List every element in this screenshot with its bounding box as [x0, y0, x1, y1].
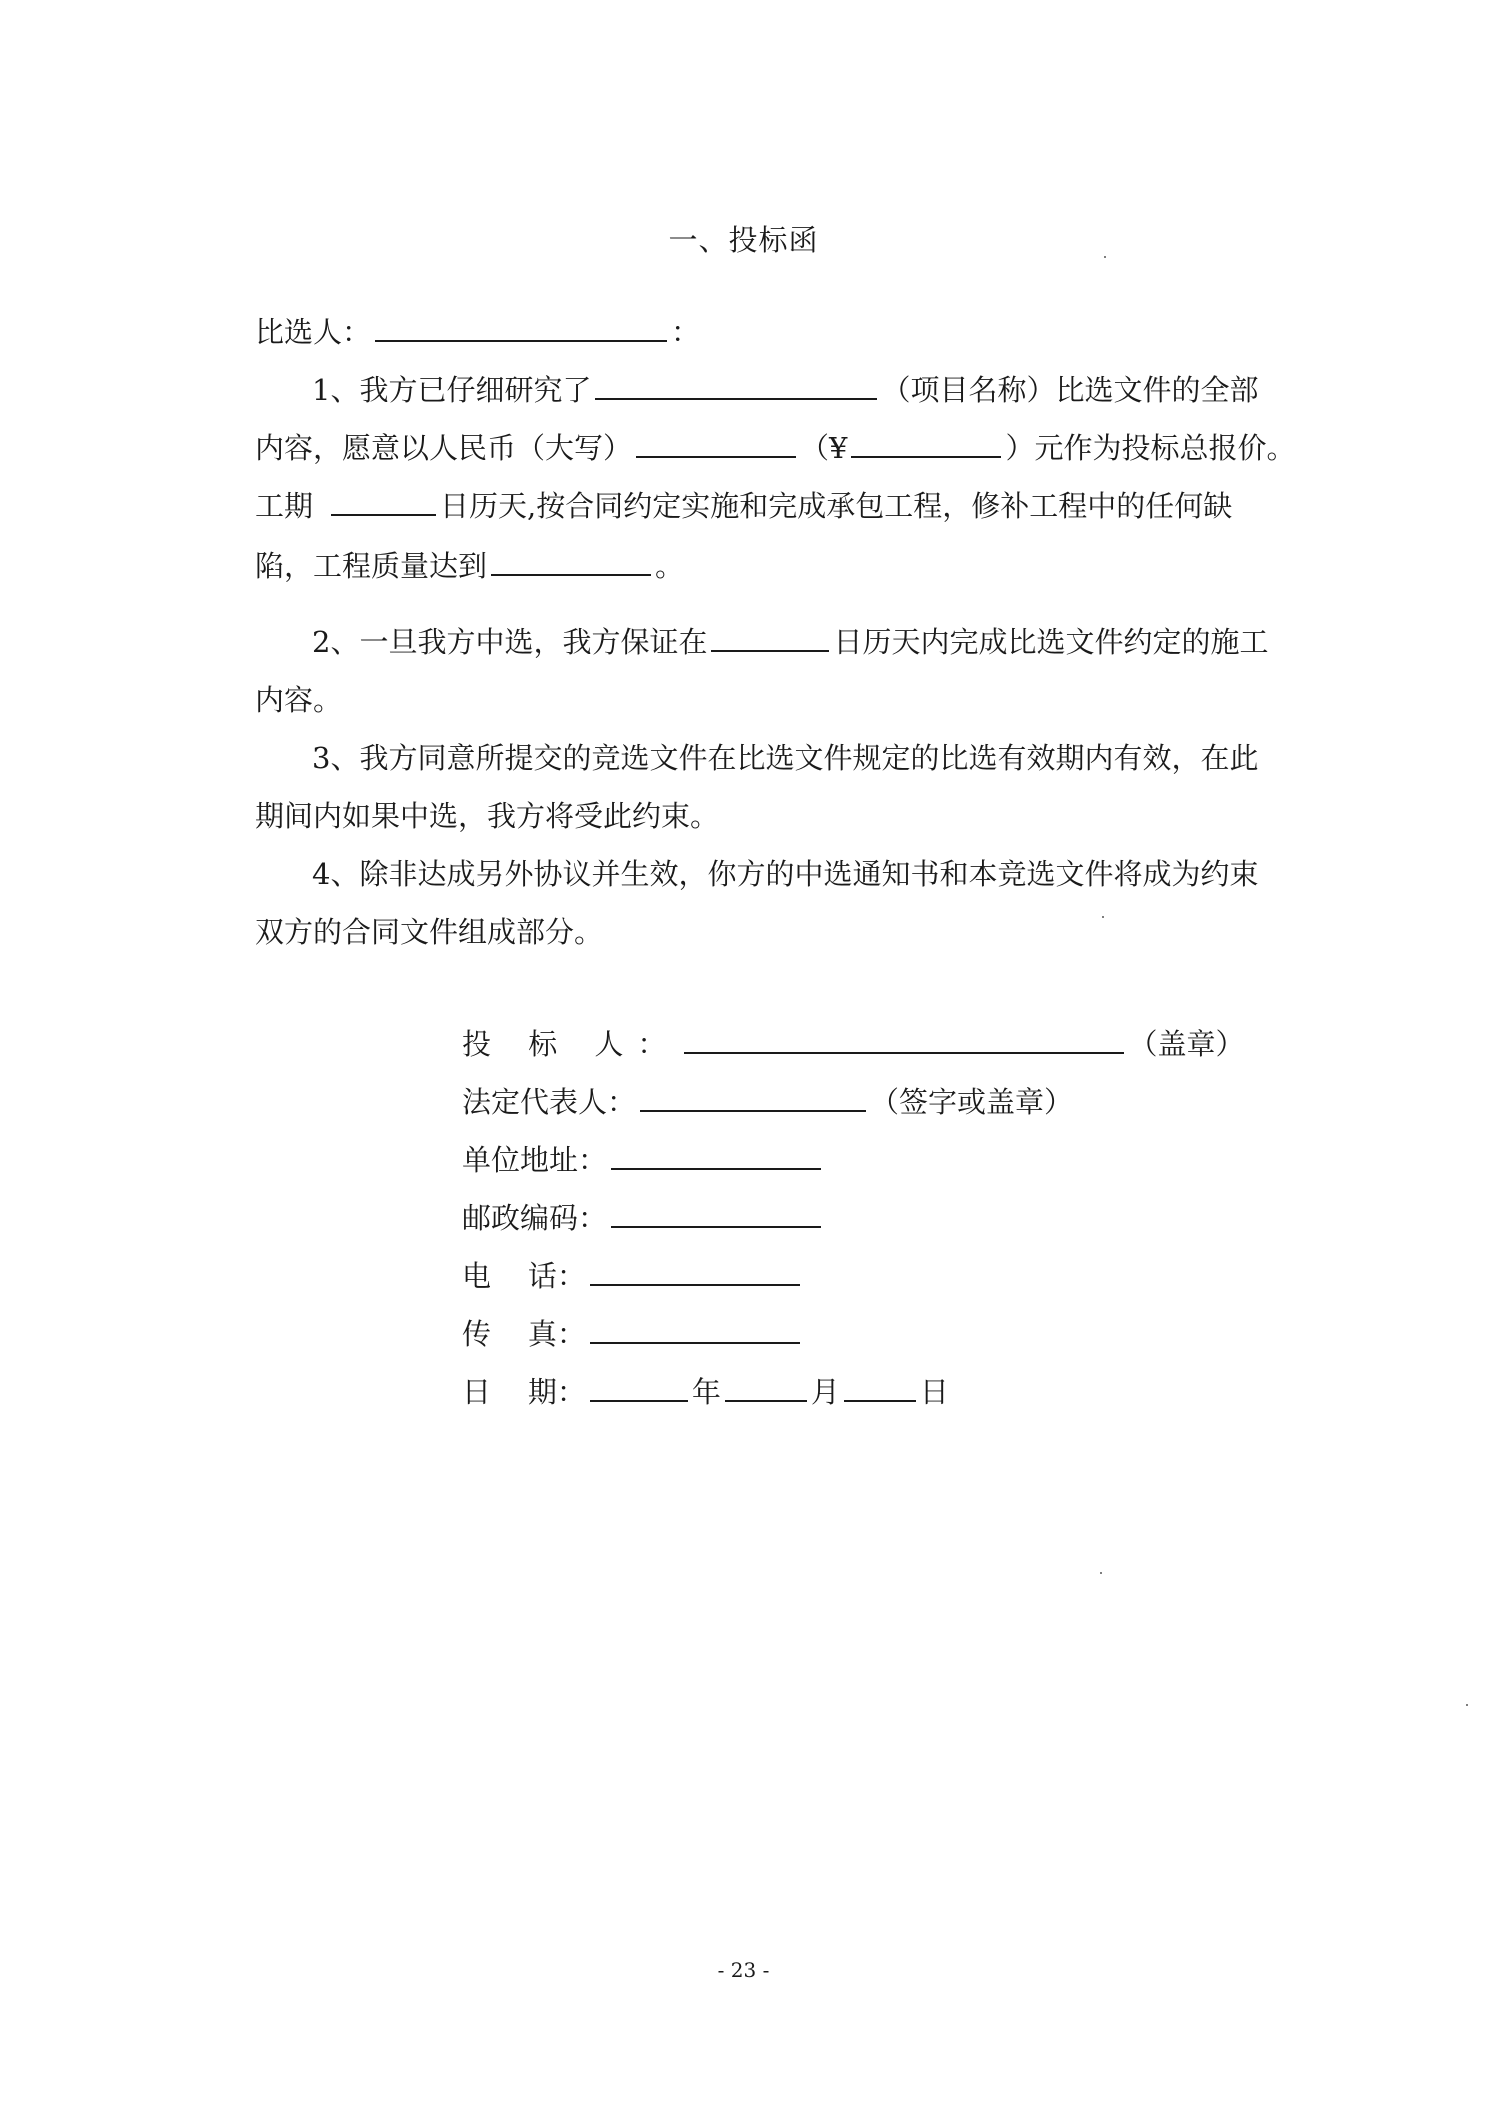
- clause1-line1: [312, 370, 1258, 410]
- phone-label: 电 话：: [462, 1259, 586, 1293]
- price-words-blank: [636, 428, 796, 458]
- duration-blank: [331, 486, 436, 516]
- clause1-text: （项目名称）比选文件的全部: [881, 373, 1259, 407]
- address-line: [462, 1140, 825, 1180]
- clause1-text: 1、我方已仔细研究了: [312, 373, 592, 407]
- date-line: [462, 1372, 949, 1412]
- fax-blank: [590, 1314, 800, 1344]
- clause4-line1: 4、除非达成另外协议并生效，你方的中选通知书和本竞选文件将成为约束: [312, 857, 1259, 891]
- legal-rep-note: （签字或盖章）: [870, 1085, 1074, 1119]
- address-blank: [611, 1140, 821, 1170]
- postcode-label: 邮政编码：: [462, 1201, 608, 1235]
- year-label: 年: [691, 1375, 721, 1409]
- clause1-text: 内容，愿意以人民币（大写）: [255, 431, 633, 465]
- date-label: 日 期：: [462, 1375, 586, 1409]
- legal-rep-label: 法定代表人：: [462, 1085, 637, 1119]
- clause2-line2: 内容。: [255, 683, 343, 717]
- clause1-text: 。: [655, 549, 685, 583]
- bidder-note: （盖章）: [1128, 1027, 1245, 1061]
- recipient-suffix: ：: [671, 315, 701, 349]
- clause3-line1: 3、我方同意所提交的竞选文件在比选文件规定的比选有效期内有效，在此: [312, 741, 1259, 775]
- scan-speck: [1466, 1704, 1468, 1706]
- day-label: 日: [919, 1375, 949, 1409]
- bidder-label: 投 标 人：: [462, 1027, 681, 1061]
- clause1-text: 工期: [255, 489, 314, 523]
- completion-days-blank: [711, 622, 829, 652]
- bidder-blank: [684, 1024, 1124, 1054]
- clause1-text: 陷，工程质量达到: [255, 549, 488, 583]
- clause1-line4: [255, 546, 684, 586]
- fax-line: [462, 1314, 804, 1354]
- month-label: 月: [810, 1375, 840, 1409]
- recipient-line: [255, 312, 700, 352]
- project-name-blank: [595, 370, 877, 400]
- month-blank: [725, 1372, 807, 1402]
- price-figure-blank: [851, 428, 1001, 458]
- document-title: 一、投标函: [668, 223, 819, 257]
- postcode-line: [462, 1198, 825, 1238]
- scan-speck: [1102, 916, 1104, 918]
- recipient-label: 比选人：: [255, 315, 372, 349]
- bidder-line: [462, 1024, 1244, 1064]
- clause2-text: 日历天内完成比选文件约定的施工: [833, 625, 1269, 659]
- address-label: 单位地址：: [462, 1143, 608, 1177]
- clause3-line2: 期间内如果中选，我方将受此约束。: [255, 799, 720, 833]
- clause1-text: 日历天,按合同约定实施和完成承包工程，修补工程中的任何缺: [440, 489, 1233, 523]
- clause4-line2: 双方的合同文件组成部分。: [255, 915, 604, 949]
- postcode-blank: [611, 1198, 821, 1228]
- fax-label: 传 真：: [462, 1317, 586, 1351]
- clause1-line2: [255, 428, 1295, 468]
- legal-rep-blank: [640, 1082, 866, 1112]
- legal-rep-line: [462, 1082, 1073, 1122]
- phone-line: [462, 1256, 804, 1296]
- scan-speck: [1104, 256, 1106, 258]
- clause1-text: ）元作为投标总报价。: [1005, 431, 1296, 465]
- day-blank: [844, 1372, 916, 1402]
- year-blank: [590, 1372, 688, 1402]
- page-number: - 23 -: [717, 1958, 770, 1982]
- recipient-blank: [375, 312, 667, 342]
- phone-blank: [590, 1256, 800, 1286]
- clause2-text: 2、一旦我方中选，我方保证在: [312, 625, 708, 659]
- quality-blank: [491, 546, 651, 576]
- clause1-text: （¥: [800, 431, 848, 465]
- scan-speck: [1100, 1572, 1102, 1574]
- clause1-line3: [255, 486, 1232, 526]
- clause2-line1: [312, 622, 1268, 662]
